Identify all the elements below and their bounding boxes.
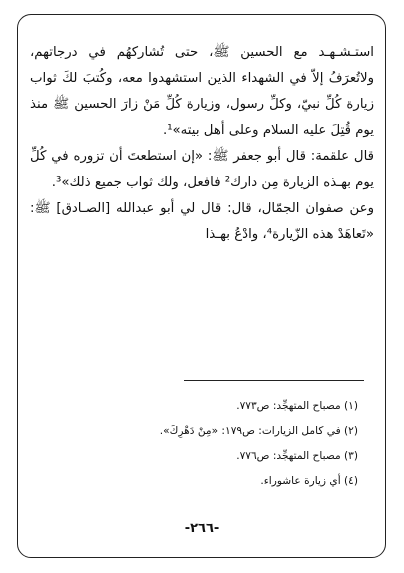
paragraph-3: وعن صفوان الجمّال، قال: قال لي أبو عبدالله [الصـادق] ﷺ: «تَعاهَدْ هذه الزّيارة⁴، وادْعُ بهـذا — [30, 201, 374, 242]
footnotes — [60, 394, 358, 494]
footnote-2: (٢) في كامل الزيارات: ص١٧٩: «مِنْ دَهْرِكَ». — [159, 425, 358, 437]
main-text — [30, 40, 374, 248]
footnote-3: (٣) مصباح المتهجِّد: ص٧٧٦. — [236, 450, 358, 462]
paragraph-2: قال علقمة: قال أبو جعفر ﷺ: «إن استطعتَ أن تزوره في كُلِّ يوم بهـذه الزيارة مِن دارك² فافعل، ولك ثواب جميع ذلك»³. — [30, 149, 374, 190]
footnote-1: (١) مصباح المتهجِّد: ص٧٧٣. — [236, 400, 358, 412]
footnote-divider — [184, 380, 364, 381]
page-number: -٢٦٦- — [184, 521, 220, 536]
footnote-4: (٤) أي زيارة عاشوراء. — [260, 475, 358, 487]
paragraph-1: استـشـهـد مع الحسين ﷺ، حتى تُشاركهُم في درجاتهم، ولاتُعرَفُ إلاّ في الشهداء الذين استشهدوا معه، وكُتبَ لكَ ثواب زيارة كُلِّ نبيّ، وكلِّ رسول، وزيارة كُلِّ مَنْ زارَ الحسين ﷺ منذ يوم قُتِلَ عليه السلام وعلى أهل بيته»¹. — [30, 45, 374, 138]
